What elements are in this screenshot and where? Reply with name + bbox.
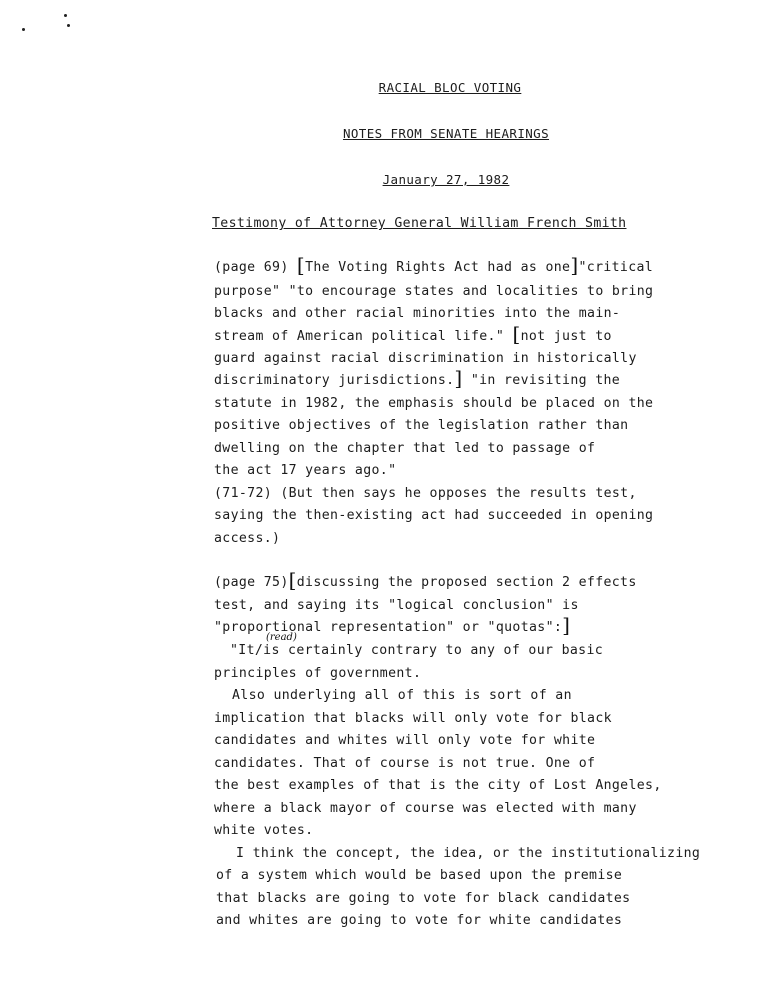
text-line: where a black mayor of course was elected with many [214, 801, 637, 816]
close-bracket-mark: ] [562, 613, 571, 637]
section-heading: Testimony of Attorney General William French Smith [212, 216, 627, 231]
text-line: that blacks are going to vote for black candidates [216, 891, 631, 906]
text-line: saying the then-existing act had succeeded in opening [214, 508, 654, 523]
text-line: I think the concept, the idea, or the institutionalizing [236, 846, 701, 861]
open-bracket-mark: [ [296, 253, 306, 277]
text-line: positive objectives of the legislation rather than [214, 418, 629, 433]
scan-speck [67, 24, 70, 27]
text-line: "proportional representation" or "quotas":] [214, 613, 571, 637]
text-line: blacks and other racial minorities into the main- [214, 306, 621, 321]
scan-speck [22, 28, 25, 31]
document-subtitle: NOTES FROM SENATE HEARINGS [342, 126, 550, 141]
text-line: (page 75)[discussing the proposed section 2 effects [214, 568, 637, 592]
page-reference: (page 69) [214, 260, 297, 275]
text-line: principles of government. [214, 666, 422, 681]
document-title: RACIAL BLOC VOTING [378, 80, 522, 95]
scan-speck [64, 14, 67, 17]
close-bracket-mark: ] [570, 253, 579, 277]
text-line: the act 17 years ago." [214, 463, 397, 478]
document-date: January 27, 1982 [382, 172, 510, 187]
text-line: "It/is certainly contrary to any of our basic [230, 643, 604, 658]
text-line: purpose" "to encourage states and localities to bring [214, 284, 654, 299]
text-line: discriminatory jurisdictions.] "in revisiting the [214, 366, 621, 390]
open-bracket-mark: [ [288, 568, 297, 592]
text-line: implication that blacks will only vote for black [214, 711, 612, 726]
text-line: the best examples of that is the city of Lost Angeles, [214, 778, 662, 793]
text-line: stream of American political life." [not just to [214, 322, 612, 346]
text-line: and whites are going to vote for white candidates [216, 913, 623, 928]
open-bracket-mark: [ [512, 322, 521, 346]
text-line: access.) [214, 531, 281, 546]
text-line: Also underlying all of this is sort of an [232, 688, 572, 703]
text-line: (71-72) (But then says he opposes the results test, [214, 486, 637, 501]
text-line: guard against racial discrimination in historically [214, 351, 637, 366]
text-line: candidates. That of course is not true. One of [214, 756, 596, 771]
text-line: of a system which would be based upon the premise [216, 868, 623, 883]
text-line: white votes. [214, 823, 314, 838]
close-bracket-mark: ] [454, 366, 463, 390]
text-line: candidates and whites will only vote for white [214, 733, 596, 748]
text-line: statute in 1982, the emphasis should be placed on the [214, 396, 654, 411]
handwritten-insert: (read) [266, 632, 297, 643]
text-line: dwelling on the chapter that led to passage of [214, 441, 596, 456]
text-line: (page 69) [The Voting Rights Act had as one]"critical [214, 253, 654, 277]
page-reference: (page 75) [214, 575, 289, 590]
text-line: test, and saying its "logical conclusion" is [214, 598, 579, 613]
